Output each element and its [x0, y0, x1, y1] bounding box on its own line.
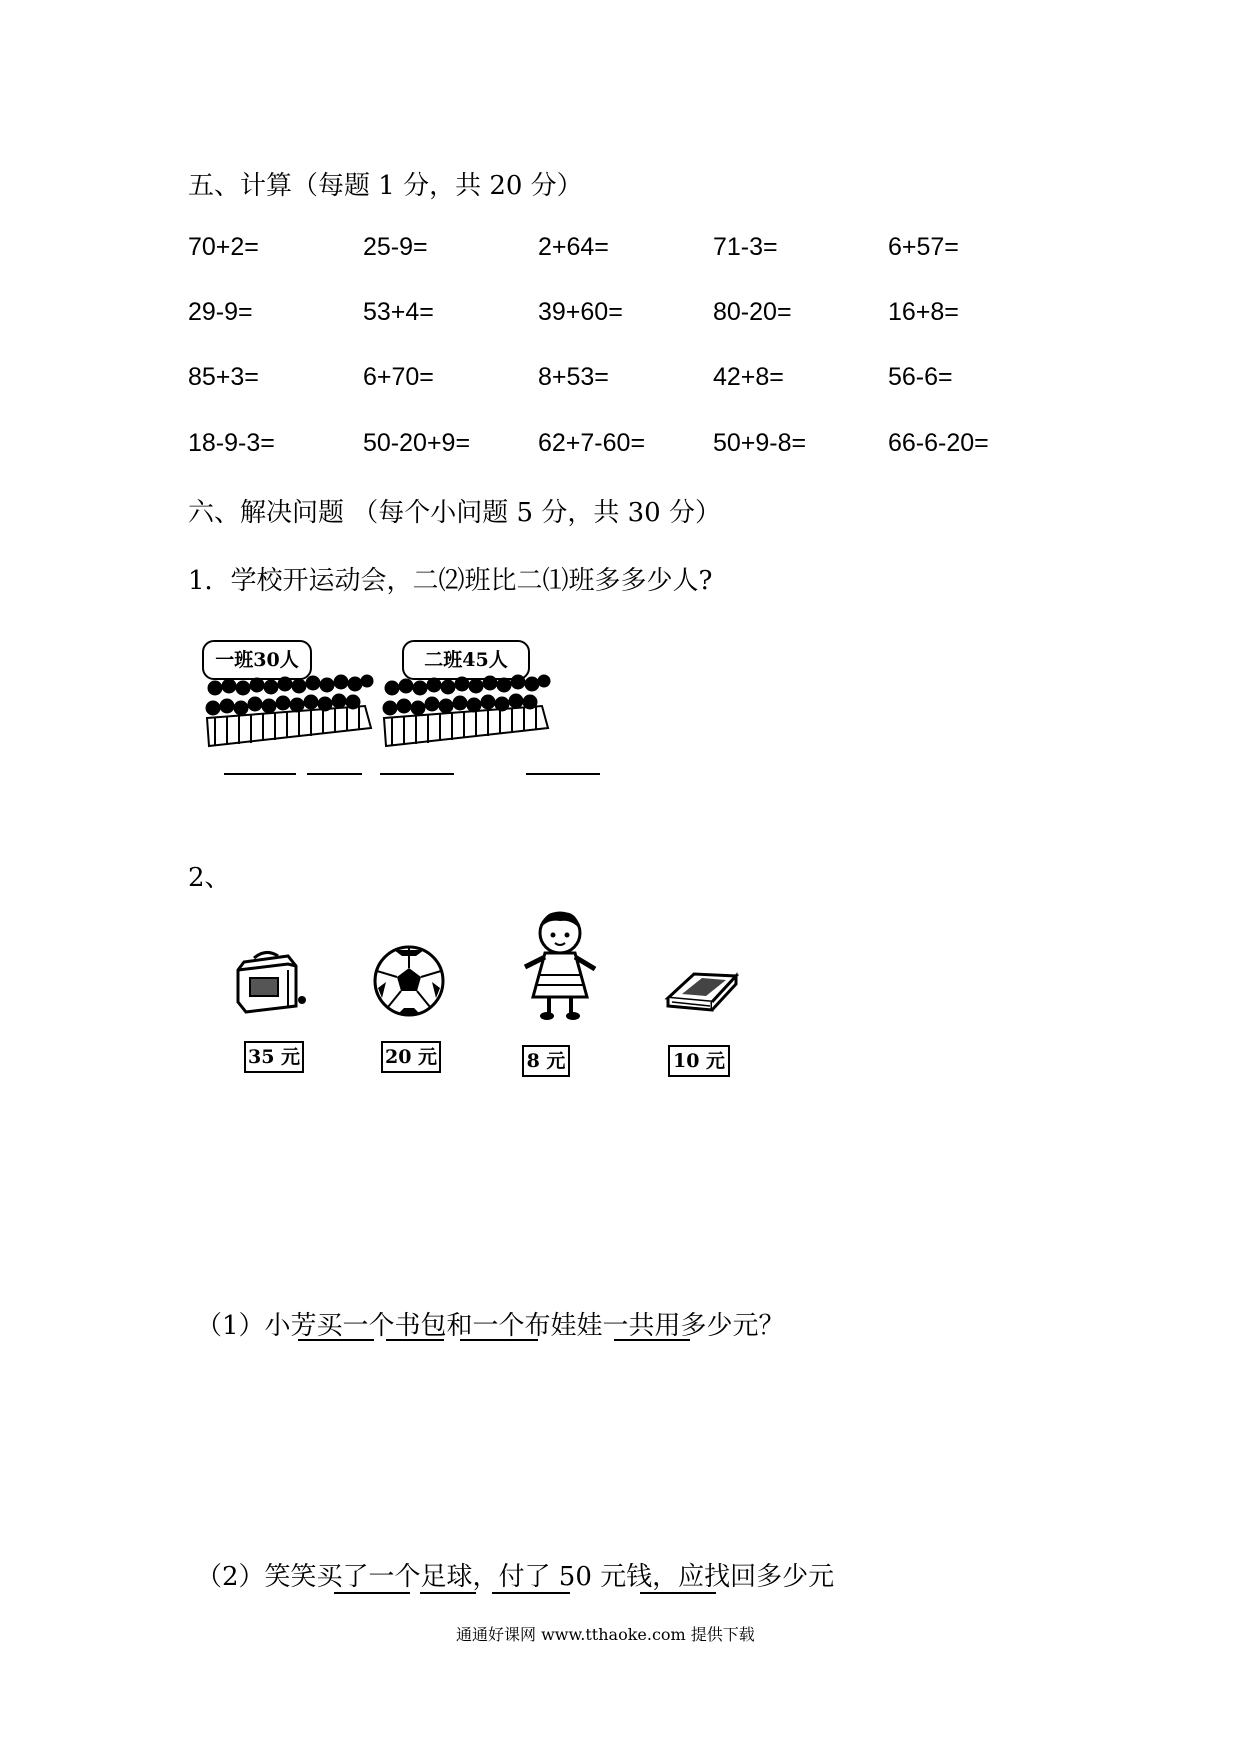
section5-title: 五、计算（每题 1 分，共 20 分）	[188, 171, 583, 201]
calc-item: 16+8=	[888, 298, 959, 326]
calc-item: 70+2=	[188, 233, 259, 261]
section6-title: 六、解决问题 （每个小问题 5 分，共 30 分）	[188, 498, 721, 528]
book-icon	[664, 968, 740, 1014]
calc-item: 6+57=	[888, 233, 959, 261]
answer-blank[interactable]	[334, 1592, 410, 1594]
question-2-number: 2、	[188, 863, 231, 893]
answer-blank[interactable]	[380, 773, 454, 775]
answer-blank[interactable]	[298, 1339, 374, 1341]
calc-item: 42+8=	[713, 363, 784, 391]
answer-blank[interactable]	[614, 1339, 690, 1341]
football-icon	[372, 944, 446, 1018]
calc-item: 53+4=	[363, 298, 434, 326]
footer-credit: 通通好课网 www.tthaoke.com 提供下载	[456, 1625, 755, 1644]
answer-blank[interactable]	[420, 1592, 476, 1594]
calc-item: 62+7-60=	[538, 429, 646, 457]
class1-speech-bubble: 一班30人	[202, 640, 312, 680]
calc-item: 39+60=	[538, 298, 623, 326]
answer-blank[interactable]	[526, 773, 600, 775]
calc-item: 50-20+9=	[363, 429, 471, 457]
book-price: 10 元	[668, 1045, 730, 1077]
class2-students-icon	[382, 668, 552, 750]
calc-item: 85+3=	[188, 363, 259, 391]
calc-item: 71-3=	[713, 233, 778, 261]
doll-icon	[515, 905, 605, 1025]
question-1-text: 1．学校开运动会，二⑵班比二⑴班多多少人?	[188, 566, 713, 596]
calc-item: 66-6-20=	[888, 429, 989, 457]
answer-blank[interactable]	[640, 1592, 716, 1594]
answer-blank[interactable]	[307, 773, 362, 775]
class2-speech-bubble: 二班45人	[402, 640, 530, 680]
calc-item: 50+9-8=	[713, 429, 807, 457]
calc-item: 8+53=	[538, 363, 609, 391]
calc-item: 80-20=	[713, 298, 792, 326]
schoolbag-price: 35 元	[244, 1041, 304, 1073]
answer-blank[interactable]	[460, 1339, 538, 1341]
question-2-sub2: （2）笑笑买了一个足球，付了 50 元钱，应找回多少元	[196, 1562, 835, 1592]
calc-item: 2+64=	[538, 233, 609, 261]
answer-blank[interactable]	[386, 1339, 444, 1341]
question-2-sub1: （1）小芳买一个书包和一个布娃娃一共用多少元？	[196, 1311, 785, 1341]
doll-price: 8 元	[522, 1045, 570, 1077]
calc-item: 18-9-3=	[188, 429, 275, 457]
schoolbag-icon	[232, 950, 312, 1020]
calc-item: 29-9=	[188, 298, 253, 326]
calc-item: 6+70=	[363, 363, 434, 391]
answer-blank[interactable]	[224, 773, 296, 775]
calc-item: 25-9=	[363, 233, 428, 261]
answer-blank[interactable]	[492, 1592, 570, 1594]
class1-students-icon	[205, 668, 375, 750]
football-price: 20 元	[381, 1041, 441, 1073]
calc-item: 56-6=	[888, 363, 953, 391]
